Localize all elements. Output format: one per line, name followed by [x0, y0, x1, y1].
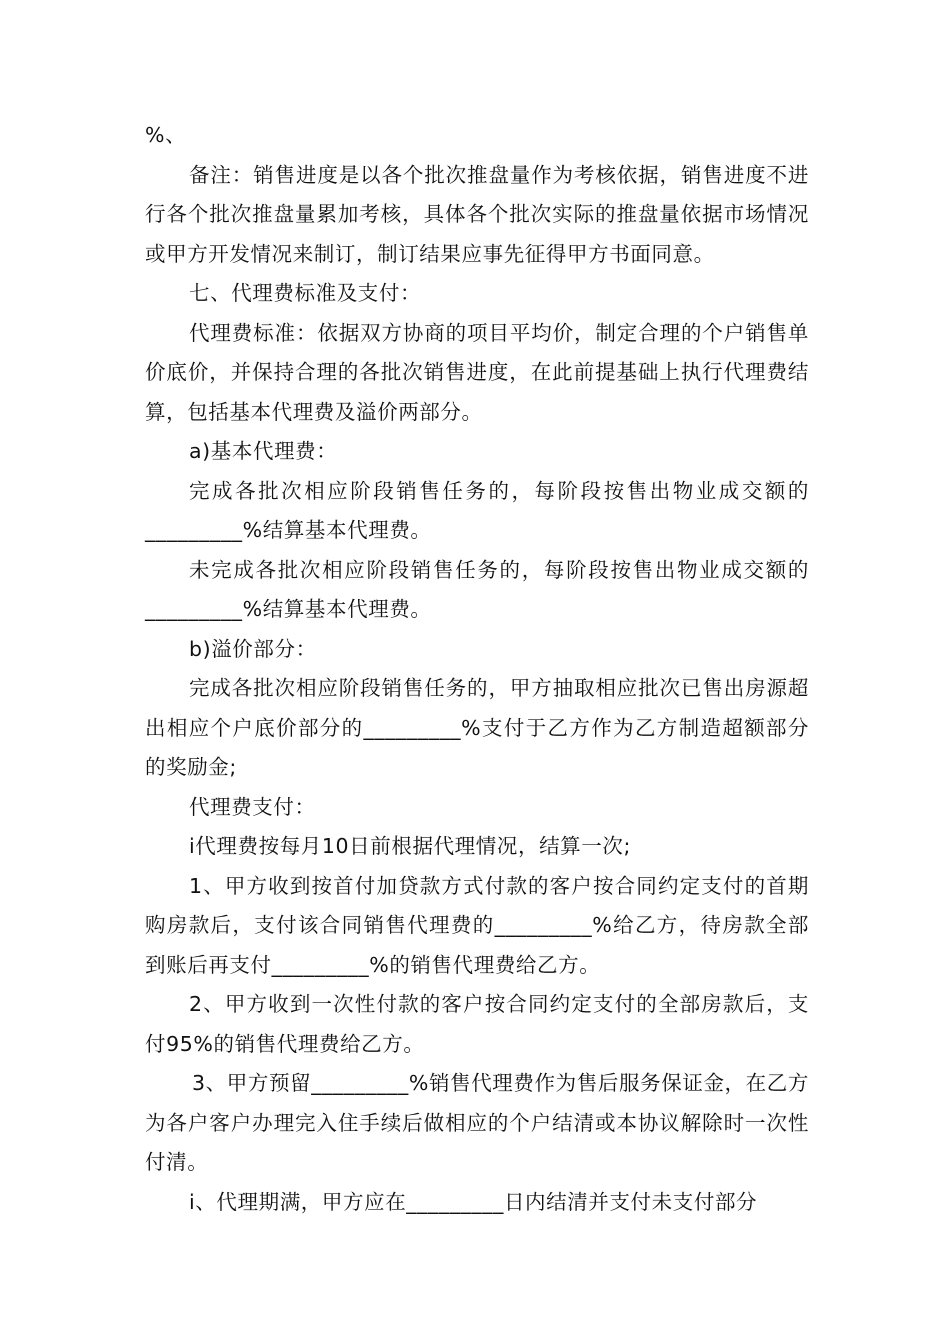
- paragraph-basic-fee-uncompleted: 未完成各批次相应阶段销售任务的，每阶段按售出物业成交额的_________%结算基本代理费。: [145, 557, 809, 621]
- paragraph-payment-item-3: 3、甲方预留_________%销售代理费作为售后服务保证金，在乙方为各户客户办理完入住手续后做相应的个户结清或本协议解除时一次性付清。: [145, 1071, 809, 1174]
- paragraph-fee-standard: 代理费标准：依据双方协商的项目平均价，制定合理的个户销售单价底价，并保持合理的各批次销售进度，在此前提基础上执行代理费结算，包括基本代理费及溢价两部分。: [145, 320, 809, 424]
- paragraph-payment-monthly: i代理费按每月10日前根据代理情况，结算一次;: [189, 834, 631, 858]
- paragraph-payment-item-1: 1、甲方收到按首付加贷款方式付款的客户按合同约定支付的首期购房款后，支付该合同销售代理费的_________%给乙方，待房款全部到账后再支付_________%的销售代理费给乙方。: [145, 873, 809, 977]
- section-heading-agency-fee: 七、代理费标准及支付：: [189, 281, 422, 305]
- paragraph-payment-item-2: 2、甲方收到一次性付款的客户按合同约定支付的全部房款后，支付95%的销售代理费给乙方。: [145, 992, 809, 1056]
- paragraph-basic-fee-completed: 完成各批次相应阶段销售任务的，每阶段按售出物业成交额的_________%结算基本代理费。: [145, 478, 809, 542]
- subheading-premium: b)溢价部分：: [189, 636, 317, 661]
- subheading-basic-fee: a)基本代理费：: [189, 439, 338, 463]
- paragraph-premium: 完成各批次相应阶段销售任务的，甲方抽取相应批次已售出房源超出相应个户底价部分的_________%支付于乙方作为乙方制造超额部分的奖励金;: [145, 676, 809, 779]
- subheading-fee-payment: 代理费支付：: [189, 794, 316, 819]
- paragraph-agency-expiry: i、代理期满，甲方应在_________日内结清并支付未支付部分: [189, 1189, 758, 1214]
- paragraph-percent-fragment: %、: [145, 123, 187, 147]
- paragraph-remark: 备注：销售进度是以各个批次推盘量作为考核依据，销售进度不进行各个批次推盘量累加考核，具体各个批次实际的推盘量依据市场情况或甲方开发情况来制订，制订结果应事先征得甲方书面同意。: [145, 162, 809, 266]
- document-body: [145, 116, 809, 1222]
